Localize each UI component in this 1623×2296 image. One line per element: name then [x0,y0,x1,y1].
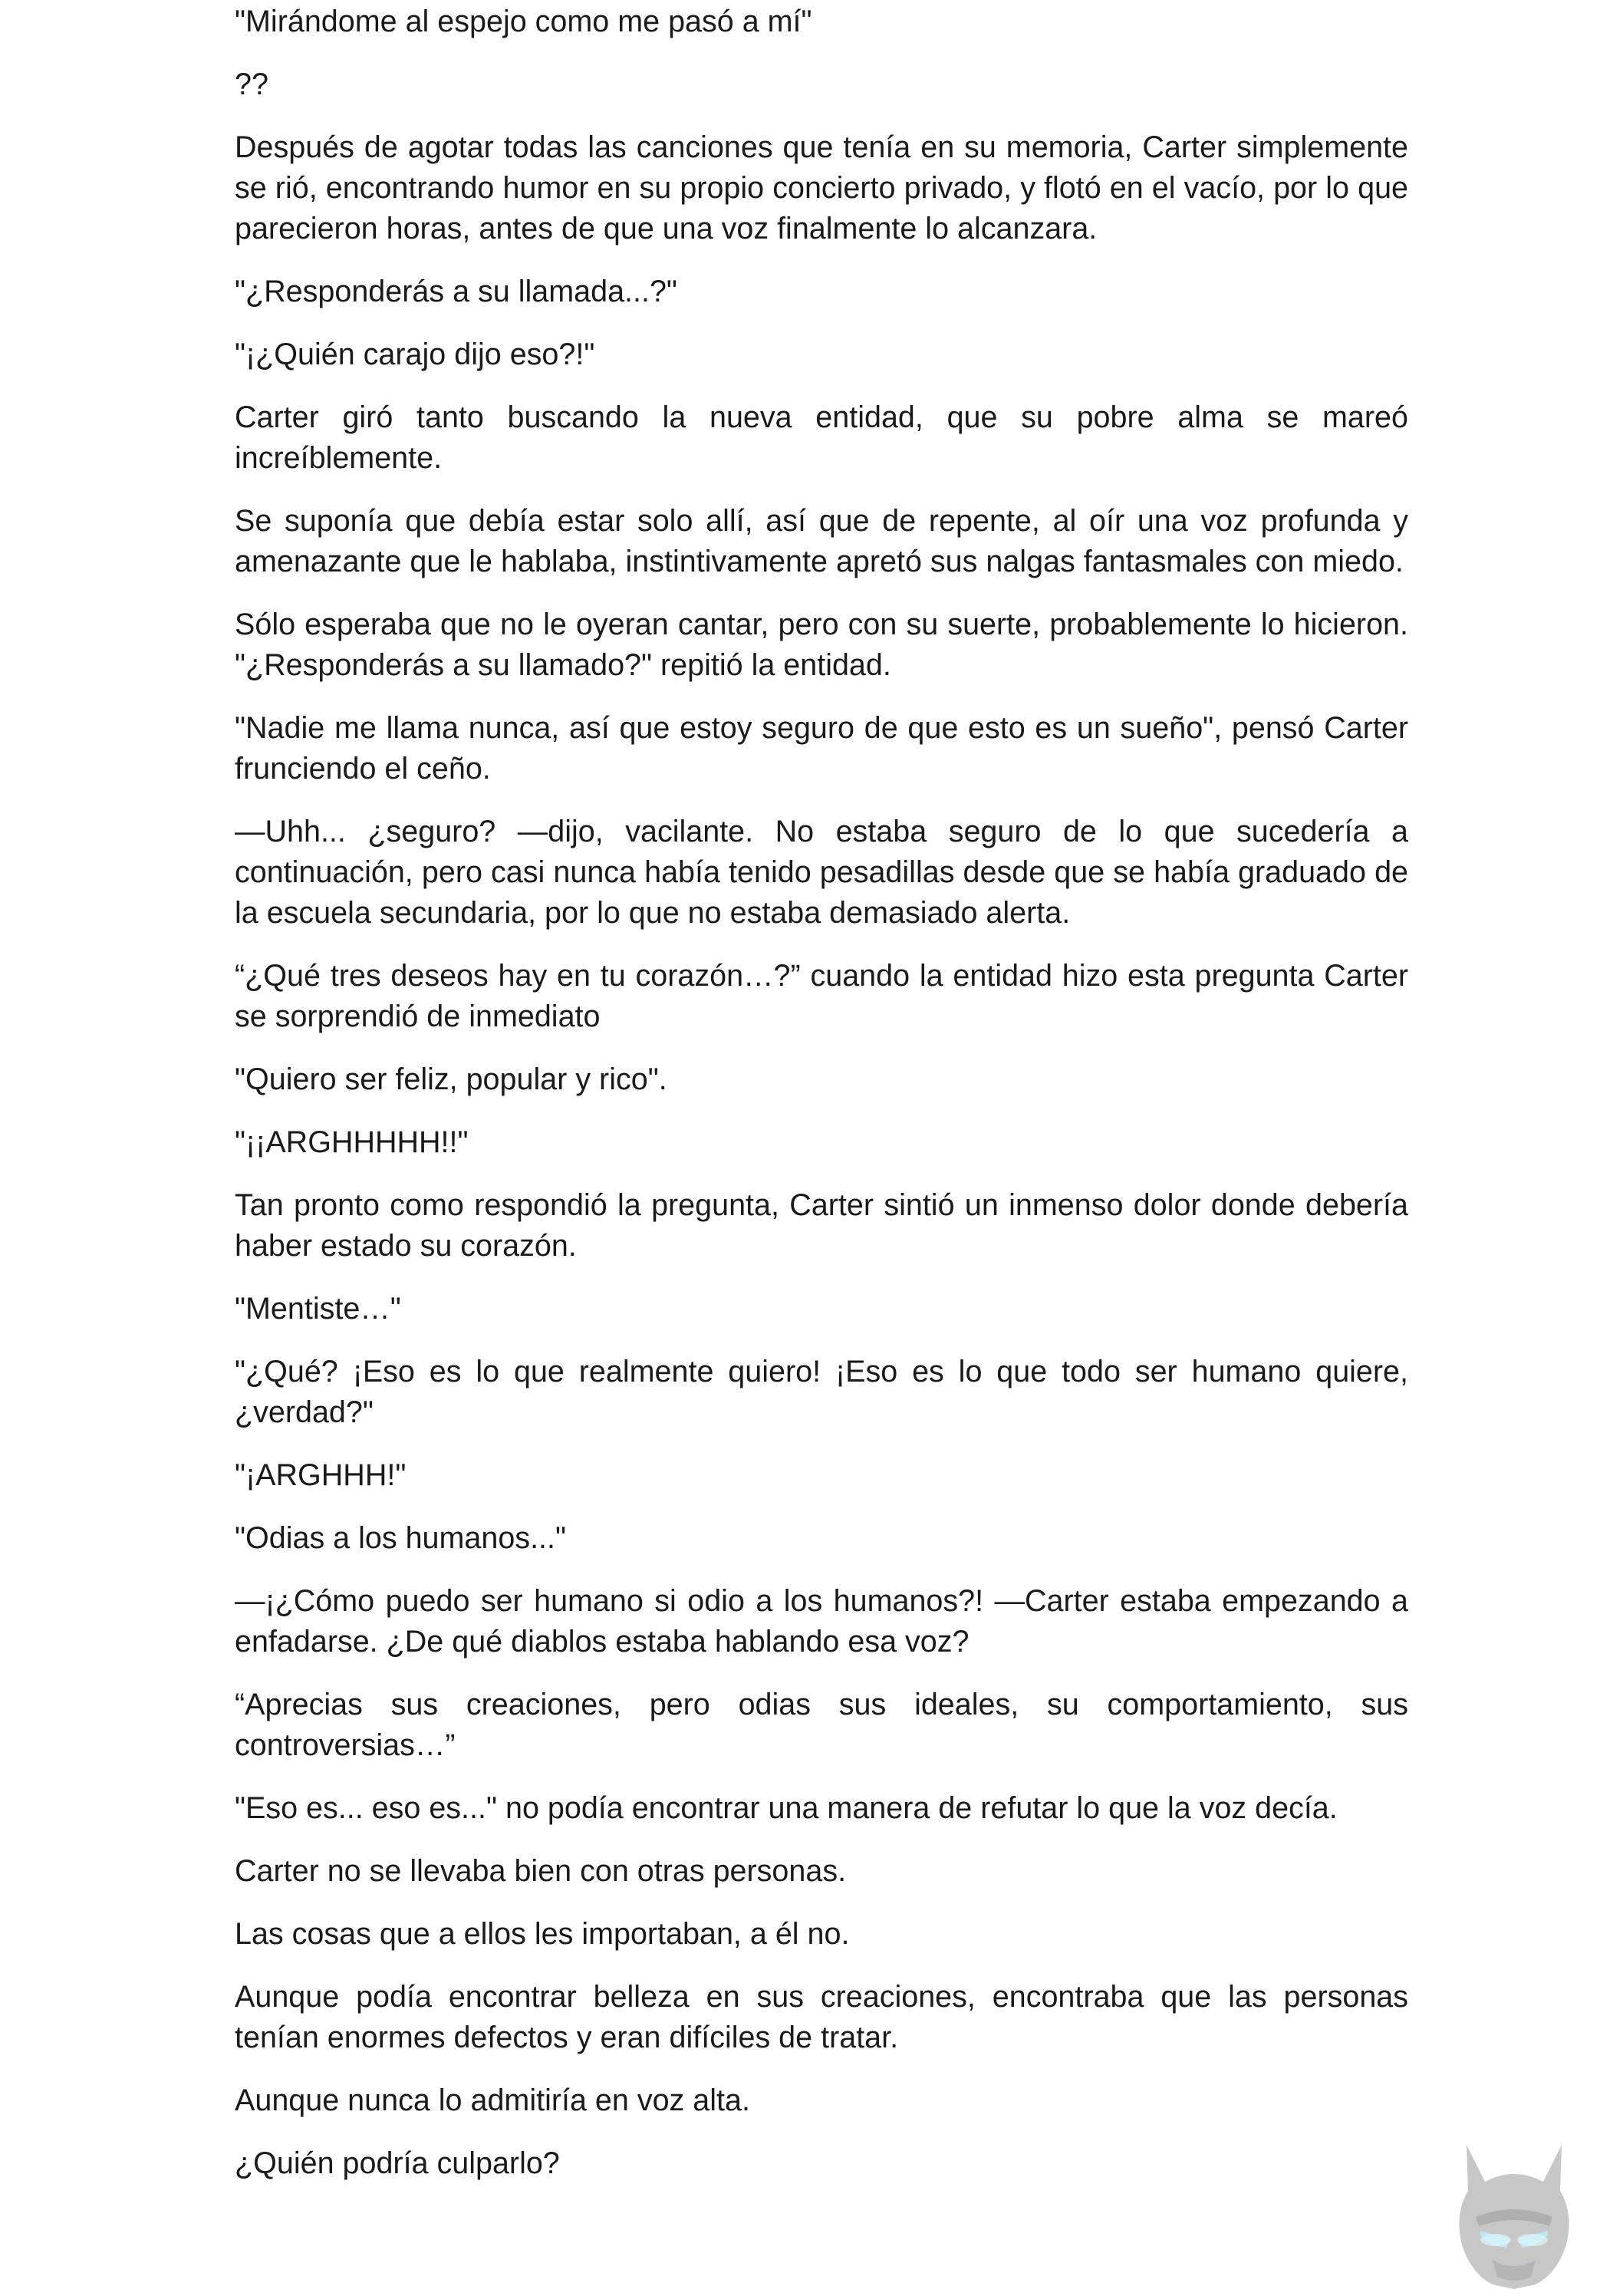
paragraph: ¿Quién podría culparlo? [235,2146,560,2180]
document-body [235,0,1408,2206]
paragraph: "Mentiste…" [235,1292,401,1326]
paragraph: "Mirándome al espejo como me pasó a mí" [235,5,812,38]
paragraph: "Odias a los humanos..." [235,1521,567,1555]
paragraph: “Aprecias sus creaciones, pero odias sus ideales, su comportamiento, sus controversias…” [235,1688,1408,1762]
paragraph: —¡¿Cómo puedo ser humano si odio a los humanos?! —Carter estaba empezando a enfadarse. ¿De qué diablos estaba hablando esa voz? [235,1584,1408,1659]
paragraph: "Nadie me llama nunca, así que estoy seguro de que esto es un sueño", pensó Carter frunciendo el ceño. [235,711,1408,786]
paragraph: Se suponía que debía estar solo allí, así que de repente, al oír una voz profunda y amenazante que le hablaba, instintivamente apretó sus nalgas fantasmales con miedo. [235,504,1408,578]
paragraph: Aunque podía encontrar belleza en sus creaciones, encontraba que las personas tenían enormes defectos y eran difíciles de tratar. [235,1980,1408,2054]
paragraph: “¿Qué tres deseos hay en tu corazón…?” cuando la entidad hizo esta pregunta Carter se sorprendió de inmediato [235,959,1408,1033]
paragraph: Después de agotar todas las canciones que tenía en su memoria, Carter simplemente se rió, encontrando humor en su propio concierto privado, y flotó en el vacío, por lo que parecieron horas, antes de que una voz finalmente lo alcanzara. [235,130,1408,245]
paragraph: "¡¿Quién carajo dijo eso?!" [235,338,595,371]
paragraph: Las cosas que a ellos les importaban, a él no. [235,1917,850,1951]
paragraph: Sólo esperaba que no le oyeran cantar, pero con su suerte, probablemente lo hicieron. "¿Responderás a su llamado?" repitió la entidad. [235,608,1408,682]
paragraph: Aunque nunca lo admitiría en voz alta. [235,2084,750,2117]
paragraph: Carter giró tanto buscando la nueva entidad, que su pobre alma se mareó increíblemente. [235,400,1408,475]
paragraph: ?? [235,68,268,101]
paragraph: Carter no se llevaba bien con otras personas. [235,1854,847,1888]
paragraph: "Eso es... eso es..." no podía encontrar una manera de refutar lo que la voz decía. [235,1791,1338,1825]
paragraph: "¿Responderás a su llamada...?" [235,275,677,308]
demon-head-logo-icon [1445,2137,1583,2291]
paragraph: —Uhh... ¿seguro? —dijo, vacilante. No estaba seguro de lo que sucedería a continuación, pero casi nunca había tenido pesadillas desde que se había graduado de la escuela secundaria, por lo que no estaba demasiado alerta. [235,815,1408,930]
paragraph: "Quiero ser feliz, popular y rico". [235,1062,667,1096]
paragraph: "¡ARGHHH!" [235,1458,407,1492]
paragraph: "¿Qué? ¡Eso es lo que realmente quiero! ¡Eso es lo que todo ser humano quiere, ¿verdad?" [235,1355,1408,1429]
paragraph: "¡¡ARGHHHHH!!" [235,1125,469,1159]
paragraph: Tan pronto como respondió la pregunta, Carter sintió un inmenso dolor donde debería haber estado su corazón. [235,1188,1408,1263]
